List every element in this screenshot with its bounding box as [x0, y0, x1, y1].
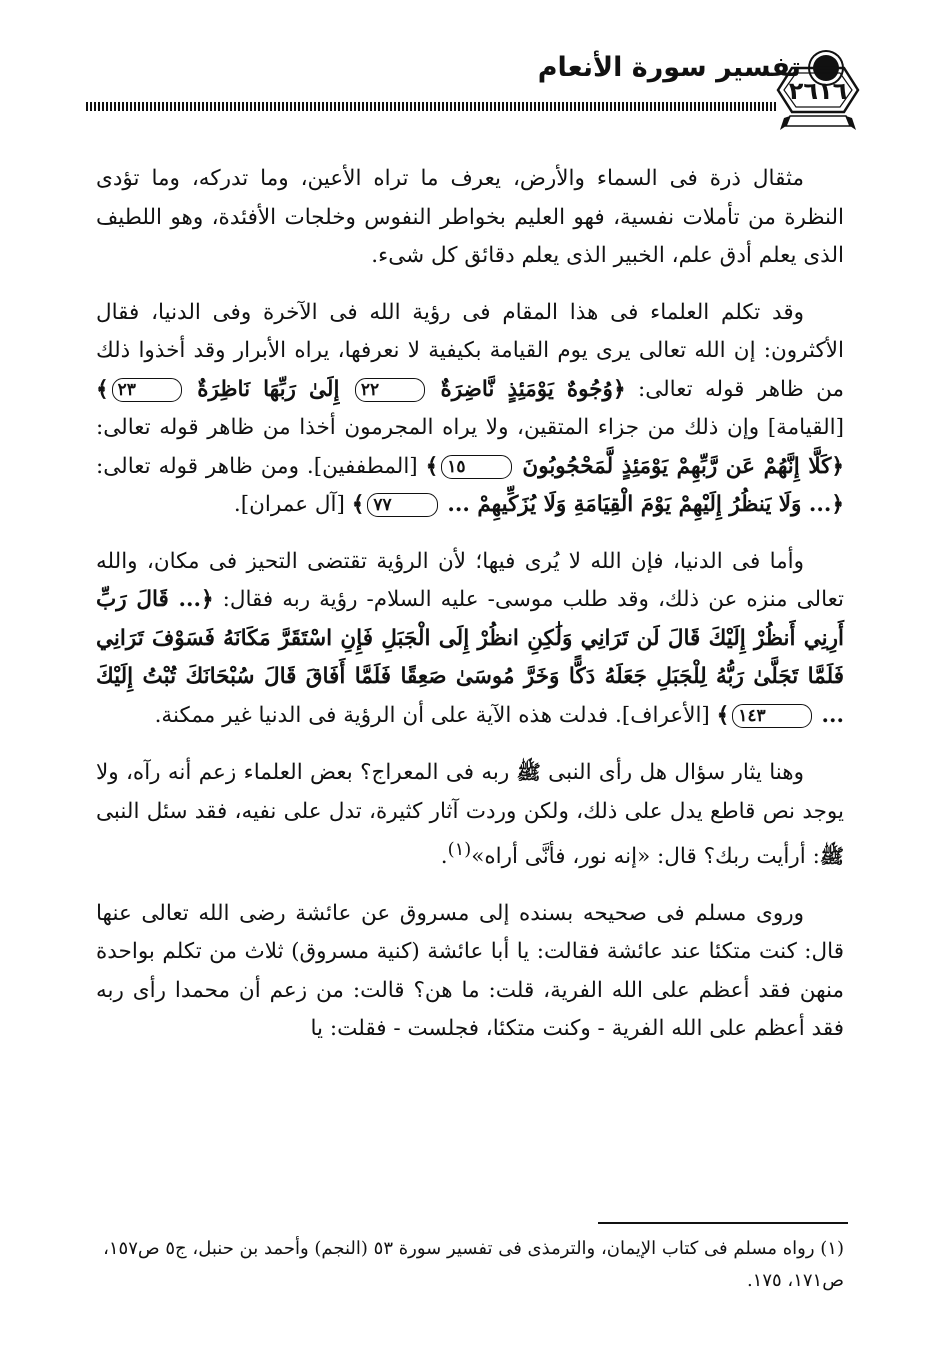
text-span: وأما فى الدنيا، فإن الله لا يُرى فيها؛ لأن الرؤية تقتضى التحيز فى مكان، والله تعالى منزه عن ذلك، وقد طلب موسى- عليه السلام- رؤية ربه فقال: [96, 548, 844, 612]
surah-reference: [آل عمران]. [233, 492, 345, 517]
text-span: فدلت هذه الآية على أن الرؤية فى الدنيا غير ممكنة. [154, 702, 609, 728]
pbuh-ligature: ﷺ [819, 844, 844, 869]
ayah-number: ٢٣ [112, 378, 182, 402]
paragraph-3 [96, 543, 844, 736]
paragraph-5: وروى مسلم فى صحيحه بسنده إلى مسروق عن عائشة رضى الله تعالى عنها قال: كنت متكئا عند عائشة فقالت: يا أبا عائشة (كنية مسروق) ثلاث من تكلم بواحدة منهن فقد أعظم على الله الفرية، قلت: ما هن؟ قالت: من زعم أن محمدا رأى ربه فقد أعظم على الله الفرية - وكنت متكئا، فجلست - فقلت: يا [96, 900, 844, 1042]
footnote: (١) رواه مسلم فى كتاب الإيمان، والترمذى فى تفسير سورة ٥٣ (النجم) وأحمد بن حنبل، ج٥ ص١٥٧، ص١٧١، ١٧٥. [103, 1238, 844, 1291]
quran-close-brace: ﴾ [351, 492, 365, 517]
running-title-text: تفسير سورة الأنعام [537, 52, 801, 83]
quran-open-brace: ﴿ [200, 587, 214, 612]
quran-close-brace: ﴾ [716, 702, 730, 728]
ayah-number: ٢٢ [355, 378, 425, 402]
surah-reference: [الأعراف]. [615, 702, 710, 728]
text-span: وهنا يثار سؤال هل رأى النبى [548, 760, 804, 785]
page-number: ٢٦١٦ [788, 77, 848, 105]
quran-verse: كَلَّا إِنَّهُمْ عَن رَّبِّهِمْ يَوْمَئِذٍ لَّمَحْجُوبُونَ [522, 453, 832, 479]
quran-open-brace: ﴿ [831, 453, 844, 479]
pbuh-ligature: ﷺ [516, 760, 541, 784]
text-span: وقد تكلم العلماء فى هذا المقام فى رؤية الله فى الآخرة وفى الدنيا، فقال الأكثرون: إن الله تعالى يرى يوم القيامة بكيفية لا نعرفها، يراه الأبرار وقد أخذوا ذلك من ظاهر قوله تعالى: [96, 299, 844, 402]
quran-close-brace: ﴾ [96, 376, 109, 402]
quran-verse: وُجُوهٌ يَوْمَئِذٍ نَّاضِرَةٌ [440, 376, 613, 402]
footnote-rule [598, 1222, 848, 1224]
ayah-number: ١٤٣ [732, 704, 811, 728]
text-span: ومن ظاهر قوله تعالى: [96, 453, 299, 479]
footnote-reference[interactable]: (١) [447, 839, 472, 860]
surah-reference: [القيامة] [767, 415, 844, 440]
ayah-number: ١٥ [441, 455, 511, 479]
page-header [0, 0, 927, 140]
text-span: وإن ذلك من جزاء المتقين، ولا يراه المجرمون أخذا من ظاهر قوله تعالى: [96, 415, 760, 440]
quran-open-brace: ﴿ [612, 376, 626, 402]
text-span: ربه فى المعراج؟ بعض العلماء زعم أنه رآه، ولا يوجد نص قاطع يدل على ذلك، ولكن وردت آثار كثيرة، تدل على نفيه، فقد سئل النبى [96, 760, 844, 824]
ayah-number: ٧٧ [367, 493, 437, 517]
paragraph-2 [96, 294, 844, 525]
quran-verse: إِلَىٰ رَبِّهَا نَاظِرَةٌ [197, 376, 340, 402]
paragraph-1: مثقال ذرة فى السماء والأرض، يعرف ما تراه الأعين، وما تدركه، وما تؤدى النظرة من تأملات نفسية، فهو العليم بخواطر النفوس وخلجات الأفئدة، وهو اللطيف الذى يعلم أدق علم، الخبير الذى يعلم دقائق كل شىء. [96, 166, 844, 268]
quran-close-brace: ﴾ [425, 453, 439, 479]
paragraph-4 [96, 753, 844, 877]
quran-open-brace: ﴿ [831, 492, 844, 517]
surah-reference: [المطففين]. [306, 453, 418, 479]
quran-verse: ... وَلَا يَنظُرُ إِلَيْهِمْ يَوْمَ الْقِيَامَةِ وَلَا يُزَكِّيهِمْ ... [447, 492, 832, 517]
header-rule [86, 102, 776, 111]
text-span: . [440, 844, 448, 870]
main-text [96, 160, 844, 1067]
quran-verse: ... قَالَ رَبِّ أَرِنِي أَنظُرْ إِلَيْكَ قَالَ لَن تَرَانِي وَلَٰكِنِ انظُرْ إِلَى الْجَبَلِ فَإِنِ اسْتَقَرَّ مَكَانَهُ فَسَوْفَ تَرَانِي فَلَمَّا تَجَلَّىٰ رَبُّهُ لِلْجَبَلِ جَعَلَهُ دَكًّا وَخَرَّ مُوسَىٰ صَعِقًا فَلَمَّا أَفَاقَ قَالَ سُبْحَانَكَ تُبْتُ إِلَيْكَ ... [96, 587, 844, 728]
text-span: : أرأيت ربك؟ قال: «إنه نور، فأنَّى أراه» [471, 844, 820, 870]
